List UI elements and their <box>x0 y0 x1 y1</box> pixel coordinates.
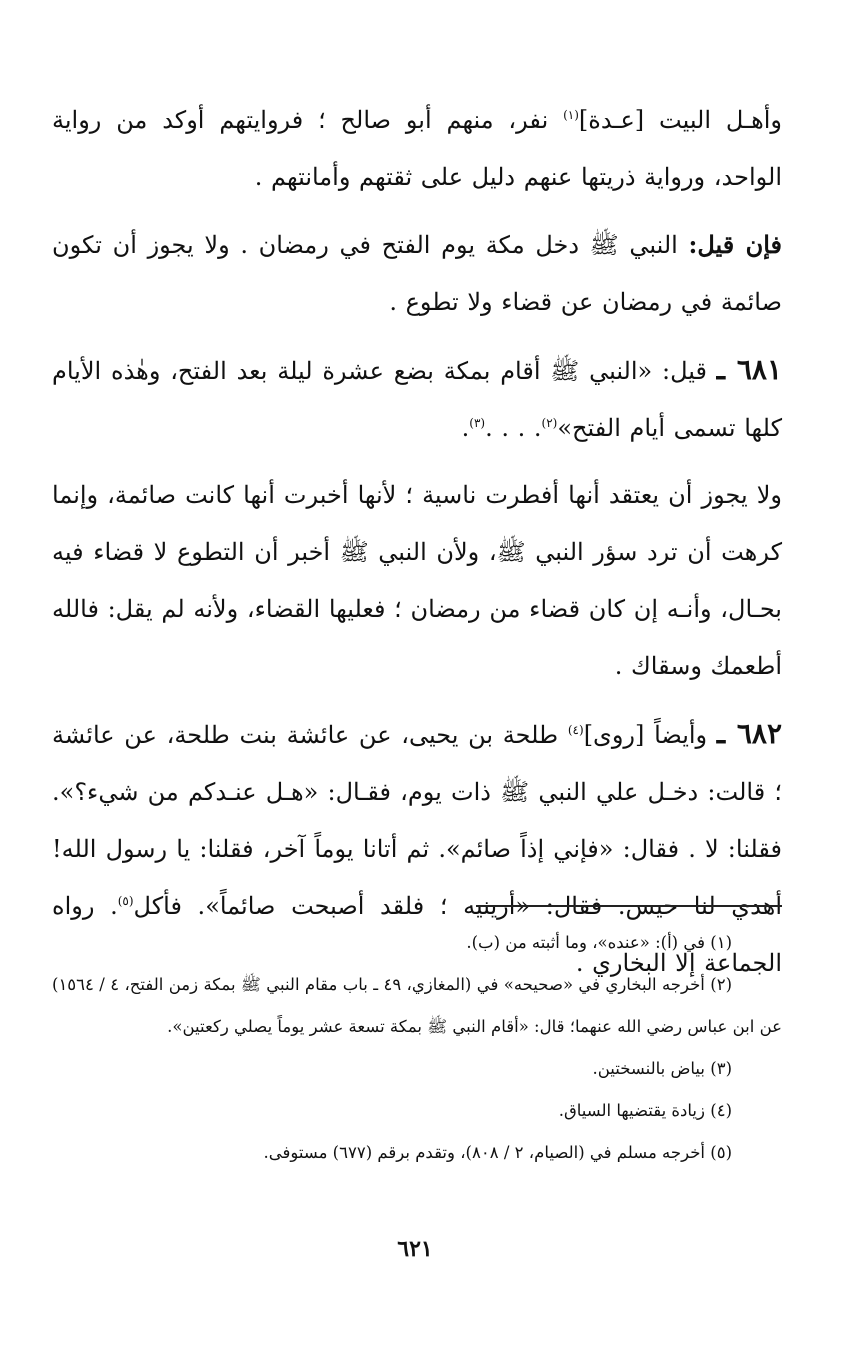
paragraph-2-lead: فإن قيل: <box>688 230 783 259</box>
footnote-ref-2[interactable]: (٢) <box>541 416 558 430</box>
footnote-ref-3[interactable]: (٣) <box>469 416 486 430</box>
footnote-ref-5[interactable]: (٥) <box>117 894 134 908</box>
paragraph-681-text: قيل: «النبي ﷺ أقام بمكة بضع عشرة ليلة بعد الفتح، وهٰذه الأيام كلها تسمى أيام الفتح» <box>52 357 782 442</box>
paragraph-682-text-c: . رواه الجماعة إلا البخاري . <box>52 892 782 977</box>
paragraph-4-text: ولا يجوز أن يعتقد أنها أفطرت ناسية ؛ لأنها أخبرت أنها كانت صائمة، وإنما كرهت أن ترد سؤر النبي ﷺ، ولأن النبي ﷺ أخبر أن التطوع لا قضاء فيه بحـال، وأنـه إن كان قضاء من رمضان ؛ فعليها القضاء، ولأنه لم يقل: فالله أطعمك وسقاك . <box>52 481 782 680</box>
footnotes <box>52 922 782 1174</box>
footnote-2: (٢) أخرجه البخاري في «صحيحه» في (المغازي، ٤٩ ـ باب مقام النبي ﷺ بمكة زمن الفتح، ٤ / ١٥٦٤) عن ابن عباس رضي الله عنهما؛ قال: «أقام النبي ﷺ بمكة تسعة عشر يوماً يصلي ركعتين». <box>52 975 782 1036</box>
ellipsis-gap: . . . . <box>485 414 542 442</box>
main-text <box>52 92 782 992</box>
paragraph-682-text-a: وأيضاً [روى] <box>583 721 717 749</box>
paragraph-2 <box>52 216 782 331</box>
paragraph-681-end: . <box>461 414 470 442</box>
paragraph-1-rest: نفر، منهم أبو صالح ؛ فروايتهم أوكد من رواية الواحد، ورواية ذريتها عنهم دليل على ثقتهم وأمانتهم . <box>52 106 782 191</box>
paragraph-2-text: النبي ﷺ دخل مكة يوم الفتح في رمضان . ولا يجوز أن تكون صائمة في رمضان عن قضاء ولا تطوع . <box>52 231 782 316</box>
item-number-681: ٦٨١ ـ <box>716 353 782 386</box>
footnote-5: (٥) أخرجه مسلم في (الصيام، ٢ / ٨٠٨)، وتقدم برقم (٦٧٧) مستوفى. <box>263 1143 732 1162</box>
footnote-divider <box>476 905 782 907</box>
paragraph-1-text: وأهـل البيت [عـدة] <box>578 106 782 134</box>
footnote-3: (٣) بياض بالنسختين. <box>592 1059 732 1078</box>
footnote-ref-1[interactable]: (١) <box>563 108 579 122</box>
paragraph-682-text-b: طلحة بن يحيى، عن عائشة بنت طلحة، عن عائشة ؛ قالت: دخـل علي النبي ﷺ ذات يوم، فقـال: «هـل عنـدكم من شيء؟». فقلنا: لا . فقال: «فإني إذاً صائم». ثم أتانا يوماً آخر، فقلنا: يا رسول الله! أهدي لنا حيس. فقال: «أرينيه ؛ فلقد أصبحت صائماً». فأكل <box>52 721 782 920</box>
page-number: ٦٢١ <box>397 1236 433 1262</box>
footnote-ref-4[interactable]: (٤) <box>567 723 584 737</box>
footnote-1: (١) في (أ): «عنده»، وما أثبته من (ب). <box>466 933 732 952</box>
paragraph-681 <box>52 341 782 457</box>
paragraph-1 <box>52 92 782 206</box>
item-number-682: ٦٨٢ ـ <box>716 717 783 750</box>
footnote-4: (٤) زيادة يقتضيها السياق. <box>558 1101 732 1120</box>
paragraph-4 <box>52 467 782 695</box>
